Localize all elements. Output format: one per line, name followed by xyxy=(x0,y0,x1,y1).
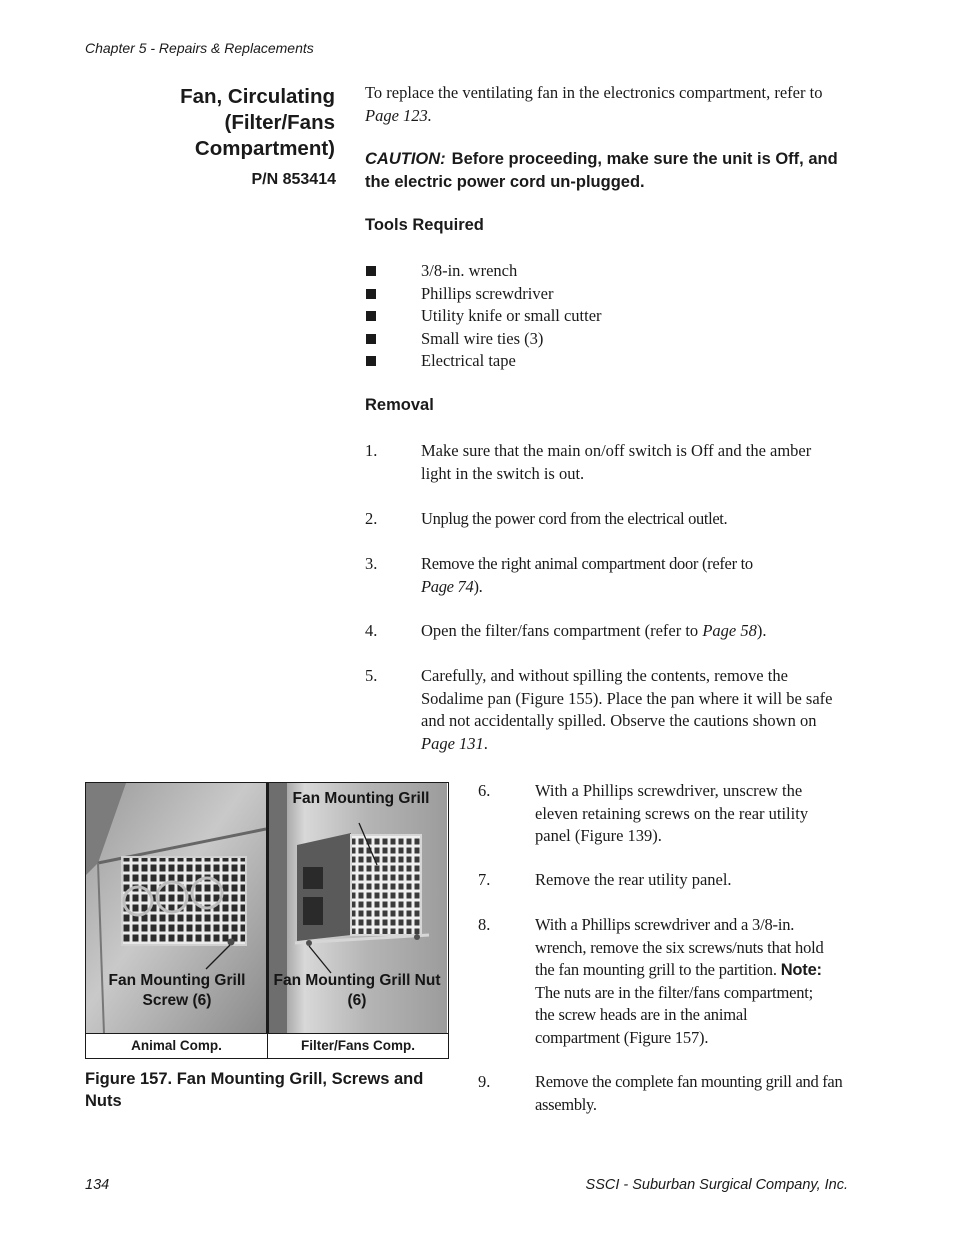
step-number: 7. xyxy=(478,870,491,889)
step-page-ref: Page 131 xyxy=(421,733,484,753)
figure-panel-labels xyxy=(86,1033,448,1058)
callout-grill-screw: Fan Mounting Grill Screw (6) xyxy=(108,972,246,1009)
tools-list xyxy=(365,260,835,373)
intro-page-ref: Page 123. xyxy=(365,105,432,125)
list-item xyxy=(365,305,835,328)
step-number: 2. xyxy=(365,509,378,528)
panel-label-animal: Animal Comp. xyxy=(86,1034,268,1058)
callout-grill-nut: Fan Mounting Grill Nut (6) xyxy=(273,972,441,1009)
removal-heading: Removal xyxy=(365,396,434,414)
caution-text: Before proceeding, make sure the unit is Off, and the electric power cord un-plugged. xyxy=(365,150,838,191)
tools-heading: Tools Required xyxy=(365,216,484,234)
tool-label: Electrical tape xyxy=(421,351,516,371)
step-text: Remove the complete fan mounting grill and fan assembly. xyxy=(535,1072,843,1114)
step-text: Make sure that the main on/off switch is Off and the amber light in the switch is out. xyxy=(421,441,812,483)
step-number: 9. xyxy=(478,1072,491,1091)
step-number: 6. xyxy=(478,781,491,800)
step-text-after: ). xyxy=(756,621,767,640)
step-page-ref: Page 58 xyxy=(702,621,757,640)
step-text: With a Phillips screwdriver and a 3/8-in. wrench, remove the six screws/nuts that hold the fan mounting grill to the partition. xyxy=(535,915,824,980)
list-item xyxy=(365,328,835,351)
step-text: Open the filter/fans compartment (refer to xyxy=(421,621,703,640)
section-title-line: Fan, Circulating xyxy=(180,85,335,108)
step-text: Remove the right animal compartment door (refer to xyxy=(421,554,753,573)
bullet-icon xyxy=(366,289,376,299)
removal-step-8 xyxy=(478,914,848,1052)
removal-step-4 xyxy=(365,620,835,644)
step-text-wrap xyxy=(421,665,835,755)
figure-157 xyxy=(85,782,449,1059)
removal-step-3 xyxy=(365,553,835,601)
intro-text: To replace the ventilating fan in the electronics compartment, refer to xyxy=(365,83,823,102)
step-text: Remove the rear utility panel. xyxy=(535,870,732,889)
tool-label: 3/8-in. wrench xyxy=(421,261,518,280)
caution-label: CAUTION: xyxy=(365,150,446,168)
tool-label: Utility knife or small cutter xyxy=(421,306,602,326)
step-text-after: . xyxy=(483,733,488,753)
step-text: With a Phillips screwdriver, unscrew the eleven retaining screws on the rear utility panel (Figure 139). xyxy=(535,781,809,846)
step-text-wrap xyxy=(421,620,835,643)
note-text: The nuts are in the filter/fans compartment; the screw heads are in the animal compartment (Figure 157). xyxy=(535,982,814,1047)
step-text-wrap xyxy=(535,914,835,1050)
step-number: 8. xyxy=(478,915,491,934)
page-number: 134 xyxy=(85,1177,110,1193)
step-text: Unplug the power cord from the electrical outlet. xyxy=(421,509,728,528)
list-item xyxy=(365,260,835,283)
step-number: 5. xyxy=(365,666,378,685)
callout-fan-mounting-grill: Fan Mounting Grill xyxy=(292,790,430,807)
step-text-after: ). xyxy=(473,576,483,596)
step-number: 1. xyxy=(365,441,378,460)
panel-label-filter-fans: Filter/Fans Comp. xyxy=(300,1038,415,1053)
step-number: 3. xyxy=(365,554,378,573)
bullet-icon xyxy=(366,334,376,344)
list-item xyxy=(365,350,835,373)
section-title-line: (Filter/Fans xyxy=(224,111,335,134)
section-title-line: Compartment) xyxy=(194,137,335,160)
note-label: Note: xyxy=(780,961,822,980)
bullet-icon xyxy=(366,356,376,366)
removal-step-7 xyxy=(478,869,848,893)
removal-step-9 xyxy=(478,1071,848,1119)
bullet-icon xyxy=(366,311,376,321)
intro-paragraph xyxy=(365,82,835,127)
tool-label: Small wire ties (3) xyxy=(421,328,544,348)
removal-step-5 xyxy=(365,665,835,757)
caution-notice xyxy=(365,148,845,193)
step-text-wrap xyxy=(421,553,781,598)
step-number: 4. xyxy=(365,621,378,640)
removal-step-1 xyxy=(365,440,835,488)
section-title xyxy=(120,84,335,162)
running-head: Chapter 5 - Repairs & Replacements xyxy=(85,40,314,56)
list-item xyxy=(365,283,835,306)
removal-step-2 xyxy=(365,508,835,532)
step-page-ref: Page 74 xyxy=(421,576,474,596)
bullet-icon xyxy=(366,266,376,276)
step-text: Carefully, and without spilling the contents, remove the Sodalime pan (Figure 155). Place the pan where it will be safe and not accidentally spilled. Observe the cautions shown on xyxy=(421,666,833,731)
tool-label: Phillips screwdriver xyxy=(421,283,554,303)
footer-company: SSCI - Suburban Surgical Company, Inc. xyxy=(585,1177,848,1193)
figure-caption: Figure 157. Fan Mounting Grill, Screws and Nuts xyxy=(85,1070,424,1110)
part-number: P/N 853414 xyxy=(251,171,336,188)
removal-step-6 xyxy=(478,780,848,850)
